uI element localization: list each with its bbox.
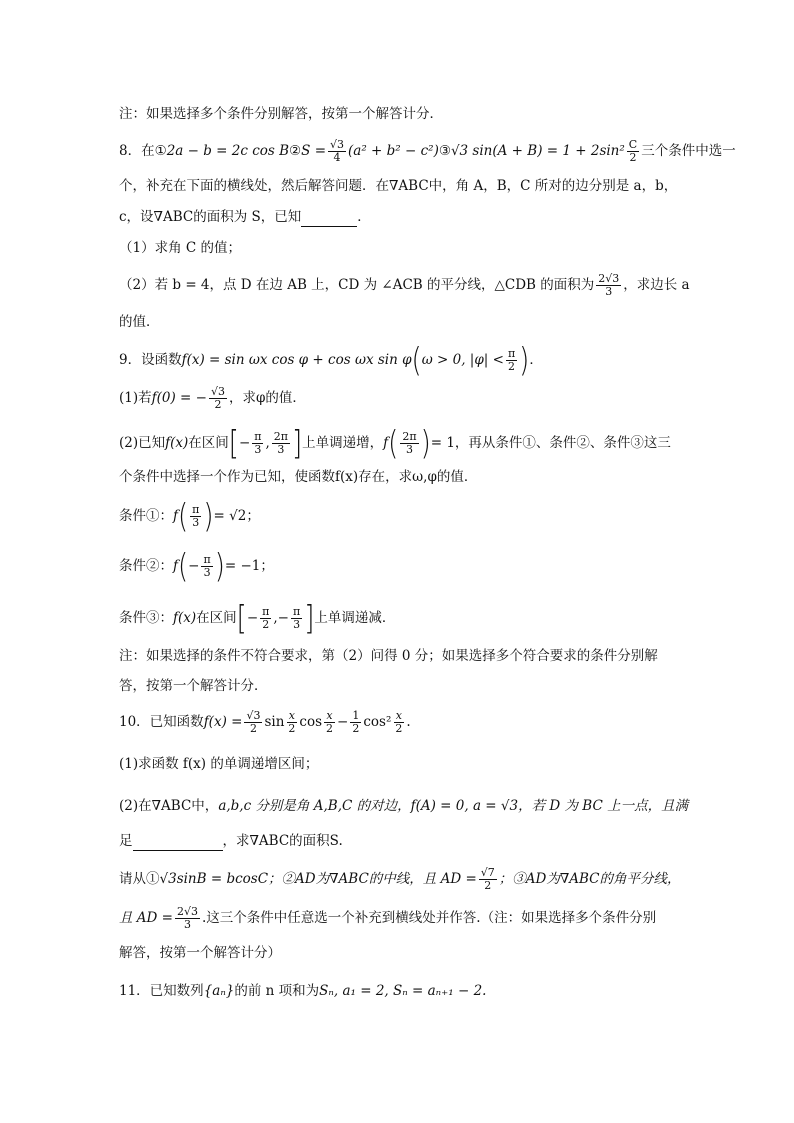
q8-cond2-pre: S = bbox=[301, 143, 327, 159]
q8-line1-end: 三个条件中选一 bbox=[641, 143, 736, 159]
q8-cond3-pre: √3 sin(A + B) = 1 + 2sin² bbox=[450, 143, 625, 159]
answer-blank bbox=[133, 836, 223, 851]
q9-cond1: 条件①：f( $\frac{\pi}{3}$ )= √2； bbox=[119, 497, 260, 536]
q10-line1: 10．已知函数f(x) = $\frac{√3}{2}$ sin $\frac{x}{2}$ cos $\frac{x}{2}$ − $\frac{1}{2}$ cos² $\frac{x}{2}$ . bbox=[119, 709, 411, 735]
q9-part1: (1)若f(0) = − $\frac{√3}{2}$ ，求φ的值． bbox=[119, 385, 306, 411]
q10-part2: (2)在∇ABC中，a,b,c 分别是角 A,B,C 的对边，f(A) = 0, a = √3，若 D 为 BC 上一点，且满 bbox=[119, 798, 689, 814]
q9-cond3: 条件③：f(x)在区间[− $\frac{\pi}{2}$ ,− $\frac{\pi}{3}$ ]上单调递减． bbox=[119, 599, 396, 638]
q8-line3: c，设∇ABC的面积为 S，已知 ． bbox=[119, 209, 371, 225]
q8-cond2-frac: $\frac{√3}{4}$ bbox=[330, 138, 345, 164]
q10-part2-line2: 足 ，求∇ABC的面积S. bbox=[119, 833, 343, 849]
q8-cond3-frac: $\frac{C}{2}$ bbox=[628, 138, 638, 164]
q8-part1: （1）求角 C 的值； bbox=[119, 240, 242, 256]
answer-blank bbox=[301, 212, 357, 227]
q8-line2: 个，补充在下面的横线处，然后解答问题．在∇ABC中，角 A，B，C 所对的边分别是 a，b， bbox=[119, 178, 678, 194]
q8-cond1-expr: 2a − b = 2c cos B bbox=[166, 143, 290, 159]
q8-cond2-post: (a² + b² − c²) bbox=[348, 143, 439, 159]
q8-cond1-mark: ① bbox=[154, 143, 167, 159]
q9-part2: (2)已知f(x)在区间[− $\frac{\pi}{3}$ , $\frac{2\pi}{3}$ ]上单调递增，f( $\frac{2\pi}{3}$ )= 1，再从条件①、条件②、条件③这三 bbox=[119, 424, 671, 463]
q8-part2-frac: $\frac{2√3}{3}$ bbox=[598, 272, 620, 298]
q8-prefix: 8．在 bbox=[119, 143, 155, 159]
q11-line1: 11．已知数列{aₙ}的前 n 项和为Sₙ, a₁ = 2, Sₙ = aₙ₊₁ − 2. bbox=[119, 983, 487, 999]
note-top: 注：如果选择多个条件分别解答，按第一个解答计分． bbox=[119, 106, 443, 122]
q8-cond3-mark: ③ bbox=[438, 143, 451, 159]
q10-part1: (1)求函数 f(x) 的单调递增区间； bbox=[119, 756, 319, 772]
q9-note1: 注：如果选择的条件不符合要求，第（2）问得 0 分；如果选择多个符合要求的条件分别解 bbox=[119, 648, 658, 664]
q10-part5: 解答，按第一个解答计分） bbox=[119, 945, 281, 961]
q9-line1: 9．设函数f(x) = sin ωx cos φ + cos ωx sin φ(ω > 0, |φ| < $\frac{\pi}{2}$ )． bbox=[119, 341, 543, 380]
q8-cond2-mark: ② bbox=[289, 143, 302, 159]
q9-note2: 答，按第一个解答计分． bbox=[119, 678, 268, 694]
q8-part2-end: 的值． bbox=[119, 314, 160, 330]
q8-line1 bbox=[119, 138, 736, 164]
q9-part2-line2: 个条件中选择一个作为已知，使函数f(x)存在，求ω,φ的值． bbox=[119, 469, 478, 485]
q8-part2: （2）若 b = 4，点 D 在边 AB 上，CD 为 ∠ACB 的平分线，△CDB 的面积为 $\frac{2√3}{3}$ ，求边长 a bbox=[119, 272, 690, 298]
q9-cond2: 条件②：f(− $\frac{\pi}{3}$ )= −1； bbox=[119, 547, 274, 586]
q10-part3: 请从①√3sinB = bcosC；②AD为∇ABC的中线，且 AD = $\frac{√7}{2}$ ；③AD为∇ABC的角平分线， bbox=[119, 866, 681, 892]
q10-part4: 且 AD = $\frac{2√3}{3}$ .这三个条件中任意选一个补充到横线处并作答.（注：如果选择多个条件分别 bbox=[119, 905, 657, 931]
